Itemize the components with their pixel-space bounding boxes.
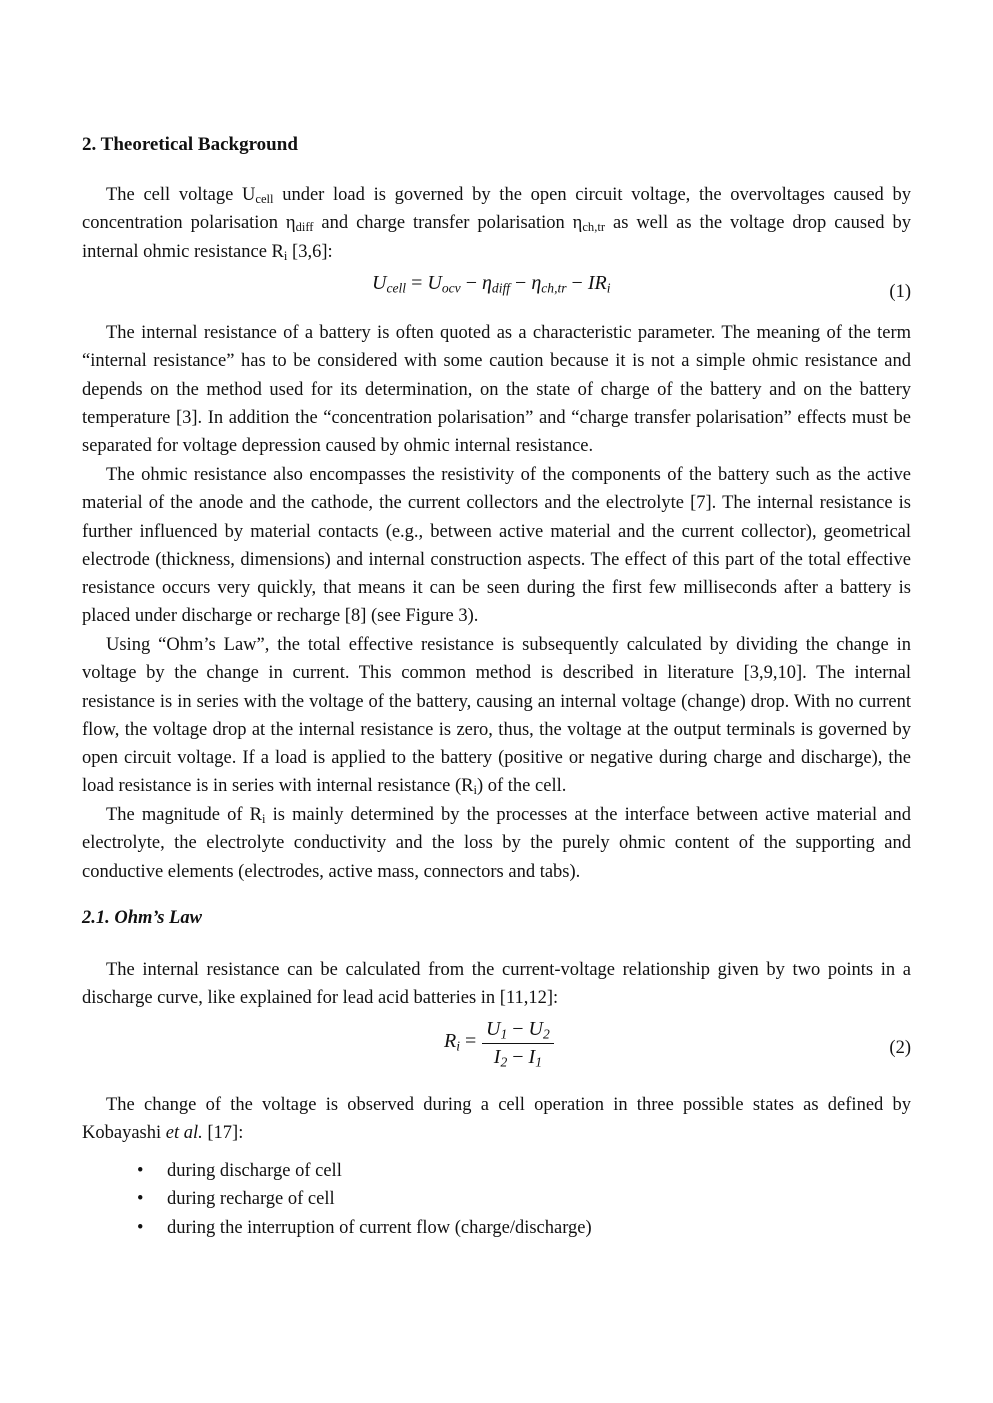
subscript: ch,tr <box>582 220 606 235</box>
equation-2-lhs: $R_i$ = <box>444 1030 477 1054</box>
list-item-text: during discharge of cell <box>167 1161 342 1181</box>
list-item <box>137 1214 592 1242</box>
text: The cell voltage U <box>106 185 256 205</box>
paragraph-magnitude-ri <box>82 801 911 886</box>
paragraph-ohms-law-usage <box>82 631 911 801</box>
denominator: $I_2 - I_1$ <box>493 1046 542 1070</box>
states-list <box>137 1157 592 1242</box>
list-item-text: during recharge of cell <box>167 1189 335 1210</box>
paragraph-two-points: The internal resistance can be calculated from the current-voltage relationship given by two points in a discharge curve, like explained for lead acid batteries in [11,12]: <box>82 960 911 1009</box>
text: [3,6]: <box>287 241 333 262</box>
text: ) of the cell. <box>476 776 567 797</box>
equation-1-body: $U_{cell} = U_{ocv} - \eta_{diff} - \eta_{ch,tr} - IR_i$ <box>372 272 611 296</box>
list-item <box>137 1157 592 1185</box>
paragraph-ohmic-resistance: The ohmic resistance also encompasses the resistivity of the components of the battery such as the active material of the anode and the cathode, the current collectors and the electrolyte [7]. The internal resistance is further influenced by material contacts (e.g., between active material and the current collector), geometrical electrode (thickness, dimensions) and internal construction aspects. The effect of this part of the total effective resistance occurs very quickly, that means it can be seen during the first few milliseconds after a battery is placed under discharge or recharge [8] (see Figure 3). <box>82 465 911 627</box>
equation-2 <box>82 1018 911 1078</box>
text: The magnitude of R <box>106 805 263 825</box>
equation-number: (2) <box>889 1038 911 1058</box>
subscript: diff <box>295 220 314 235</box>
list-item <box>137 1185 592 1213</box>
paragraph-cell-voltage <box>82 181 911 266</box>
text: Using “Ohm’s Law”, the total effective resistance is subsequently calculated by dividing the change in voltage by the change in current. This common method is described in literature [3,9,10]. The internal resistance is in series with the voltage of the battery, causing an internal voltage (change) drop. With no current flow, the voltage drop at the internal resistance is zero, thus, the voltage at the output terminals is governed by open circuit voltage. If a load is applied to the battery (positive or negative during charge and discharge), the load resistance is in series with internal resistance (R <box>82 635 911 797</box>
text: [17]: <box>202 1123 244 1144</box>
list-item-text: during the interruption of current flow (charge/discharge) <box>167 1217 592 1238</box>
subscript: i <box>473 783 477 798</box>
bullet-icon: • <box>137 1189 144 1210</box>
text: The change of the voltage is observed during a cell operation in three possible states as defined by Kobayashi <box>82 1095 911 1144</box>
bullet-icon: • <box>137 1217 144 1238</box>
subscript: cell <box>255 192 274 207</box>
equation-number: (1) <box>889 282 911 302</box>
subscript: i <box>283 248 288 263</box>
section-heading: 2. Theoretical Background <box>82 134 298 155</box>
text: under load is governed by the open circuit voltage, the overvoltages caused by concentration polarisation η <box>82 185 911 234</box>
bullet-icon: • <box>137 1161 144 1181</box>
italic-text: et al. <box>165 1123 203 1144</box>
text: is mainly determined by the processes at the interface between active material and electrolyte, the electrolyte conductivity and the loss by the purely ohmic content of the supporting and conductive elements (electrodes, active mass, connectors and tabs). <box>82 805 912 882</box>
text: as well as the voltage drop caused by internal ohmic resistance R <box>82 213 911 262</box>
text: and charge transfer polarisation η <box>313 213 583 234</box>
paragraph-kobayashi <box>82 1091 911 1148</box>
subsection-heading: 2.1. Ohm’s Law <box>82 908 202 928</box>
numerator: $U_1 - U_2$ <box>482 1018 554 1044</box>
paragraph-internal-resistance: The internal resistance of a battery is often quoted as a characteristic parameter. The meaning of the term “internal resistance” has to be considered with some caution because it is not a simple ohmic resistance and depends on the method used for its determination, on the state of charge of the battery and on the battery temperature [3]. In addition the “concentration polarisation” and “charge transfer polarisation” effects must be separated for voltage depression caused by ohmic internal resistance. <box>82 323 911 457</box>
equation-2-fraction <box>482 1018 554 1069</box>
subscript: i <box>262 812 266 827</box>
